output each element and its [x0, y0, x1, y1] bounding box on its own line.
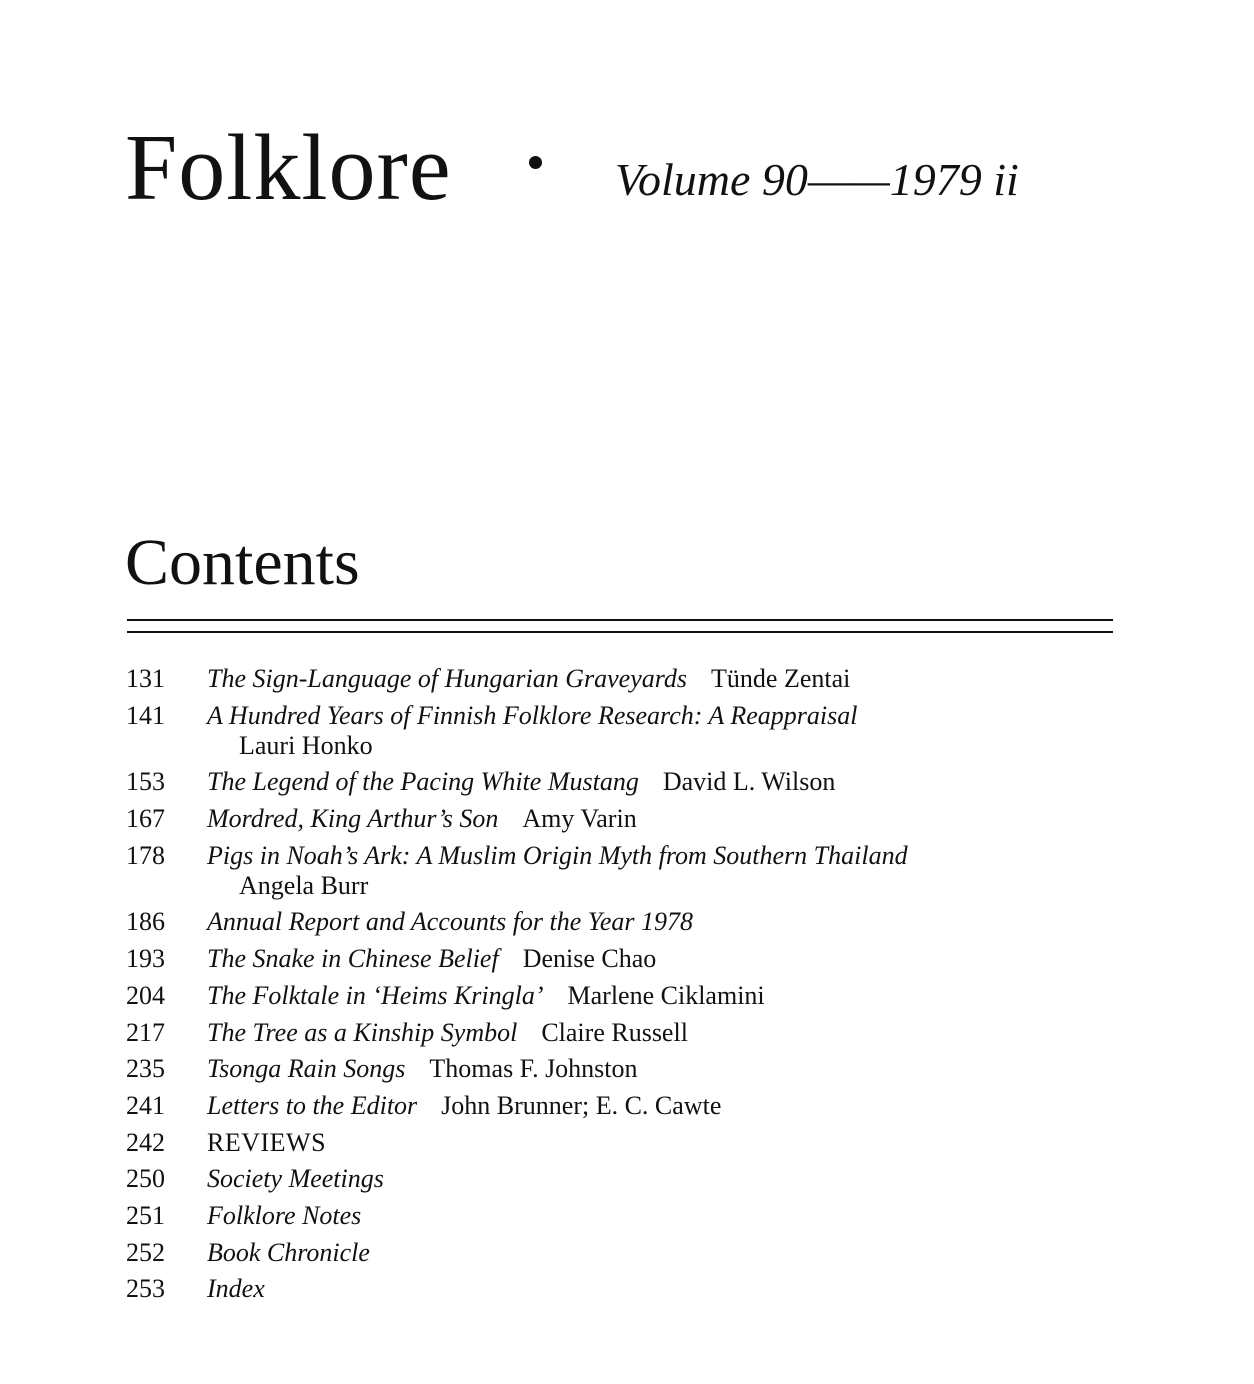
toc-title: Pigs in Noah’s Ark: A Muslim Origin Myth from Southern Thailand — [207, 840, 908, 870]
toc-title: Index — [207, 1274, 265, 1304]
toc-author: Marlene Ciklamini — [567, 980, 765, 1010]
toc-entry — [125, 981, 1115, 1011]
toc-entry — [125, 1274, 1115, 1304]
toc-author: Claire Russell — [541, 1017, 688, 1047]
journal-title: Folklore — [125, 116, 452, 220]
toc-author: Thomas F. Johnston — [429, 1054, 638, 1084]
toc-page-number: 178 — [126, 840, 165, 870]
toc-author: John Brunner; E. C. Cawte — [441, 1090, 722, 1120]
toc-page-number: 186 — [126, 907, 165, 937]
toc-page-number: 235 — [126, 1054, 165, 1084]
double-rule-bottom — [127, 631, 1113, 633]
toc-author: Amy Varin — [522, 804, 637, 834]
toc-page-number: 253 — [126, 1274, 165, 1304]
toc-title: Folklore Notes — [207, 1200, 362, 1230]
toc-page-number: 167 — [126, 804, 165, 834]
toc-title: The Legend of the Pacing White Mustang — [207, 767, 639, 797]
toc-title: Letters to the Editor — [207, 1090, 418, 1120]
toc-author: Angela Burr — [239, 870, 369, 900]
toc-author: David L. Wilson — [662, 767, 836, 797]
toc-title: REVIEWS — [207, 1127, 327, 1157]
toc-title: Tsonga Rain Songs — [207, 1054, 406, 1084]
toc-page-number: 193 — [126, 944, 165, 974]
toc-page-number: 250 — [126, 1164, 165, 1194]
toc-title: A Hundred Years of Finnish Folklore Research: A Reappraisal — [207, 700, 858, 730]
toc-title: Annual Report and Accounts for the Year 1978 — [207, 907, 694, 937]
toc-page-number: 153 — [126, 767, 165, 797]
toc-entry — [125, 1128, 1115, 1158]
toc-page-number: 242 — [126, 1127, 165, 1157]
toc-entry — [125, 664, 1115, 694]
toc-entry — [125, 767, 1115, 797]
toc-entry — [125, 1054, 1115, 1084]
toc-author: Lauri Honko — [239, 730, 373, 760]
toc-page-number: 131 — [126, 664, 165, 693]
toc-page-number: 251 — [126, 1200, 165, 1230]
toc-entry — [125, 1164, 1115, 1194]
toc-page-number: 141 — [126, 700, 165, 730]
volume-line: Volume 90——1979 ii — [615, 154, 1019, 205]
toc-entry — [125, 1201, 1115, 1231]
toc-entry — [125, 841, 1115, 901]
toc-title: Mordred, King Arthur’s Son — [207, 804, 499, 834]
toc-page-number: 241 — [126, 1090, 165, 1120]
toc-entry — [125, 1018, 1115, 1048]
toc-author: Denise Chao — [522, 944, 657, 974]
toc-page-number: 217 — [126, 1017, 165, 1047]
toc-page-number: 252 — [126, 1237, 165, 1267]
toc-title: The Tree as a Kinship Symbol — [207, 1017, 518, 1047]
toc-entry — [125, 907, 1115, 937]
toc-title: Book Chronicle — [207, 1237, 370, 1267]
contents-heading: Contents — [125, 526, 360, 599]
toc-entry — [125, 1091, 1115, 1121]
masthead — [125, 118, 1115, 218]
toc-title: The Snake in Chinese Belief — [207, 944, 499, 974]
toc-author: Tünde Zentai — [711, 664, 851, 693]
toc-title: The Folktale in ‘Heims Kringla’ — [207, 980, 544, 1010]
toc-entry — [125, 804, 1115, 834]
table-of-contents — [125, 664, 1115, 1311]
toc-page-number: 204 — [126, 980, 165, 1010]
toc-entry — [125, 944, 1115, 974]
toc-title: The Sign-Language of Hungarian Graveyards — [207, 664, 688, 693]
toc-entry — [125, 1238, 1115, 1268]
toc-title: Society Meetings — [207, 1164, 384, 1194]
toc-entry — [125, 701, 1115, 761]
separator-bullet — [529, 156, 542, 169]
double-rule-top — [127, 619, 1113, 621]
